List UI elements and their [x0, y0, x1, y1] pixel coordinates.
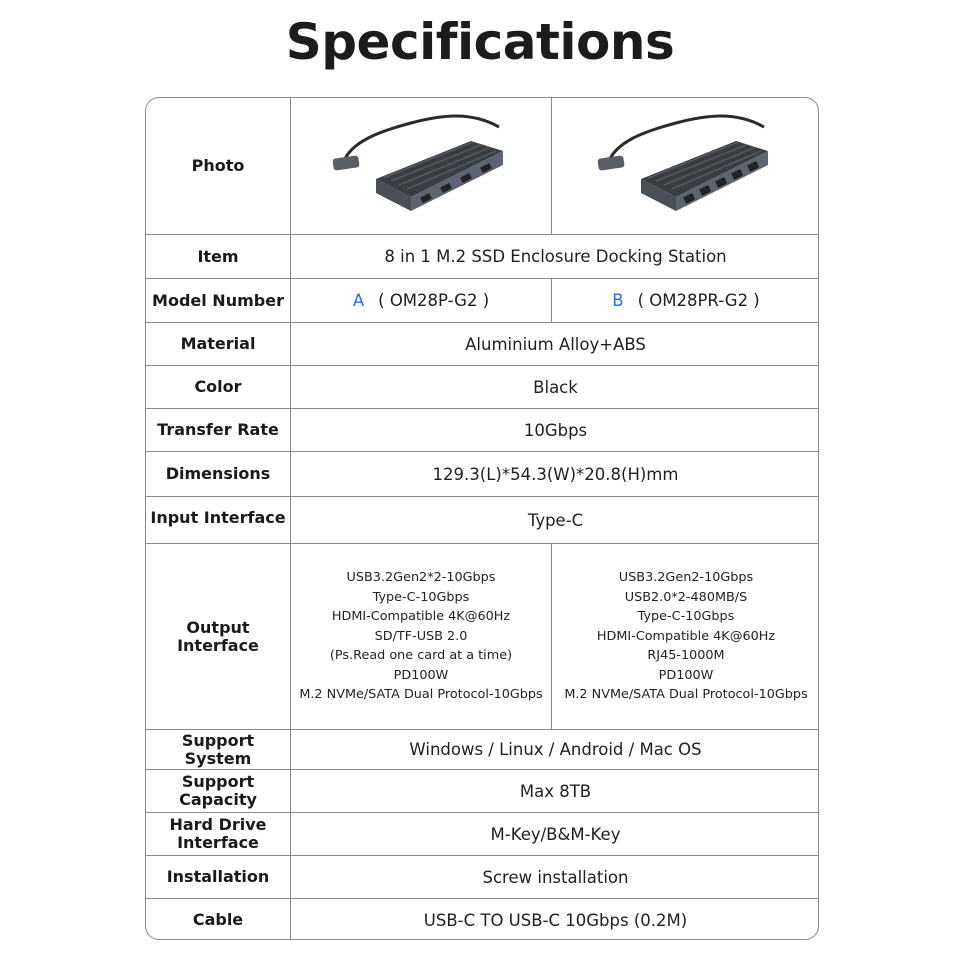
support-system-label-line2: System — [184, 748, 252, 768]
hard-drive-interface-label-line2: Interface — [177, 833, 259, 852]
hard-drive-interface-label-line1: Hard Drive — [169, 815, 267, 834]
page-title: Specifications — [285, 13, 675, 71]
output-interface-label-line1: Output — [186, 617, 250, 637]
model-a-value: ( OM28P-G2 ) — [378, 291, 490, 310]
photo-b-cell — [552, 98, 819, 234]
cable-label: Cable — [146, 899, 291, 940]
hard-drive-interface-row — [146, 812, 819, 855]
transfer-rate-row — [146, 408, 819, 451]
item-label: Item — [146, 235, 291, 278]
output-a-line: M.2 NVMe/SATA Dual Protocol-10Gbps — [299, 687, 543, 703]
color-value: Black — [533, 377, 578, 397]
transfer-rate-label: Transfer Rate — [146, 409, 291, 451]
output-b-line: USB3.2Gen2-10Gbps — [618, 569, 754, 585]
output-b-line: RJ45-1000M — [647, 648, 725, 664]
input-interface-label: Input Interface — [146, 497, 291, 543]
output-a-line: Type-C-10Gbps — [372, 589, 470, 605]
item-row — [146, 234, 819, 278]
installation-value: Screw installation — [482, 867, 629, 887]
output-b-list — [564, 568, 807, 705]
color-row — [146, 365, 819, 408]
installation-label: Installation — [146, 856, 291, 898]
cable-value: USB-C TO USB-C 10Gbps (0.2M) — [423, 910, 688, 930]
output-b-cell — [552, 544, 819, 729]
hard-drive-interface-label — [146, 813, 291, 855]
dimensions-label: Dimensions — [146, 452, 291, 496]
spec-table — [145, 97, 819, 940]
color-label: Color — [146, 366, 291, 408]
output-a-cell — [291, 544, 552, 729]
support-capacity-label — [146, 770, 291, 812]
support-capacity-label-line1: Support — [181, 772, 255, 791]
output-b-line: USB2.0*2-480MB/S — [624, 589, 748, 605]
support-system-row — [146, 729, 819, 769]
model-a-letter: A — [352, 291, 365, 310]
model-b-letter: B — [612, 291, 624, 310]
material-label: Material — [146, 323, 291, 365]
model-b-value: ( OM28PR-G2 ) — [637, 291, 760, 310]
support-capacity-label-line2: Capacity — [179, 790, 257, 809]
output-a-list — [299, 568, 542, 705]
output-a-line: PD100W — [393, 667, 449, 683]
transfer-rate-value: 10Gbps — [523, 420, 588, 440]
output-b-line: M.2 NVMe/SATA Dual Protocol-10Gbps — [564, 687, 808, 703]
photo-row — [146, 98, 819, 234]
model-row — [146, 278, 819, 322]
input-interface-value: Type-C — [527, 510, 584, 530]
output-interface-label — [146, 544, 291, 729]
docking-station-b-image — [586, 101, 786, 231]
support-capacity-value: Max 8TB — [519, 781, 592, 801]
output-b-line: HDMI-Compatible 4K@60Hz — [596, 628, 776, 644]
cable-row — [146, 898, 819, 940]
output-a-line: USB3.2Gen2*2-10Gbps — [346, 569, 496, 585]
output-interface-row — [146, 543, 819, 729]
model-b-cell — [552, 279, 819, 322]
hard-drive-interface-value: M-Key/B&M-Key — [490, 824, 621, 844]
output-a-line: (Ps.Read one card at a time) — [329, 648, 513, 664]
support-system-value: Windows / Linux / Android / Mac OS — [409, 740, 702, 759]
support-capacity-row — [146, 769, 819, 812]
output-b-line: Type-C-10Gbps — [637, 609, 735, 625]
dimensions-row — [146, 451, 819, 496]
item-value: 8 in 1 M.2 SSD Enclosure Docking Station — [384, 247, 727, 266]
model-a-cell — [291, 279, 552, 322]
output-a-line: SD/TF-USB 2.0 — [374, 628, 468, 644]
material-value: Aluminium Alloy+ABS — [465, 334, 646, 354]
output-interface-label-line2: Interface — [177, 635, 259, 655]
support-system-label-line1: Support — [181, 730, 255, 750]
docking-station-a-image — [321, 101, 521, 231]
output-a-line: HDMI-Compatible 4K@60Hz — [331, 609, 511, 625]
output-b-line: PD100W — [658, 667, 714, 683]
input-interface-row — [146, 496, 819, 543]
model-label: Model Number — [146, 279, 291, 322]
photo-a-cell — [291, 98, 552, 234]
installation-row — [146, 855, 819, 898]
support-system-label — [146, 730, 291, 769]
photo-label: Photo — [146, 98, 291, 234]
material-row — [146, 322, 819, 365]
dimensions-value: 129.3(L)*54.3(W)*20.8(H)mm — [432, 464, 679, 484]
